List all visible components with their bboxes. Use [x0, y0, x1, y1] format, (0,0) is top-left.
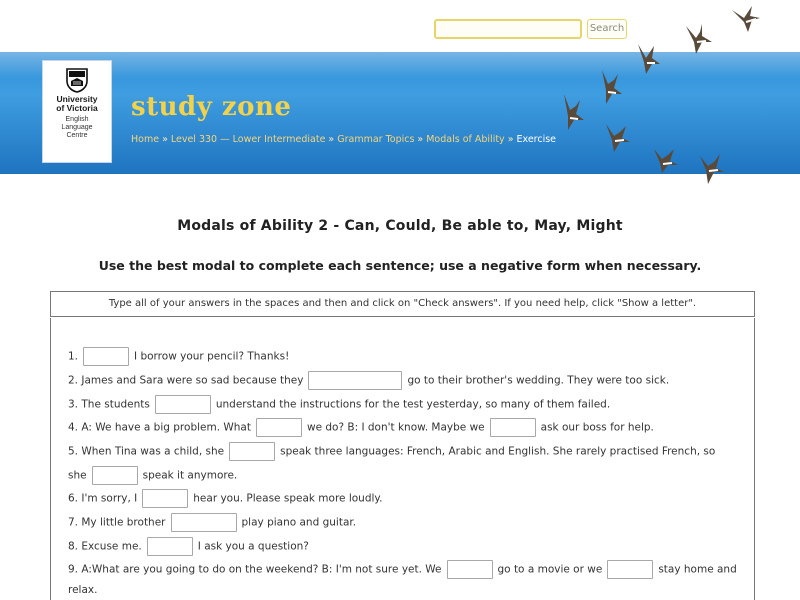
question-text: A:What are you going to do on the weekend? B: I'm not sure yet. We: [81, 563, 442, 576]
top-bar: [0, 0, 800, 52]
answer-input-6[interactable]: [142, 489, 188, 508]
help-info-text: Type all of your answers in the spaces and then and click on "Check answers". If you need help, click "Show a letter".: [108, 298, 697, 309]
search-input[interactable]: [434, 19, 582, 39]
site-brand[interactable]: study zone: [131, 92, 292, 122]
goose-icon: [634, 40, 664, 80]
goose-icon: [696, 150, 726, 190]
breadcrumb-grammar-topics[interactable]: Grammar Topics: [337, 134, 415, 145]
breadcrumb: [131, 134, 556, 145]
question-text: understand the instructions for the test yesterday, so many of them failed.: [215, 398, 611, 411]
question-text: go to their brother's wedding. They were too sick.: [407, 374, 670, 387]
answer-input-7[interactable]: [171, 513, 237, 532]
exercise-instruction: Use the best modal to complete each sentence; use a negative form when necessary.: [98, 258, 702, 273]
question-2: [68, 371, 669, 390]
question-text: I borrow your pencil? Thanks!: [134, 350, 290, 363]
breadcrumb-modals[interactable]: Modals of Ability: [426, 134, 505, 145]
question-number: 2.: [68, 374, 79, 387]
question-5-continued: [68, 466, 237, 485]
question-number: 7.: [68, 516, 79, 529]
question-6: [68, 489, 382, 508]
question-text: I ask you a question?: [197, 540, 309, 553]
question-text: Excuse me.: [81, 540, 142, 553]
answer-input-3[interactable]: [155, 395, 211, 414]
question-text: relax.: [68, 584, 98, 596]
breadcrumb-separator: »: [162, 134, 168, 145]
answer-input-8[interactable]: [147, 537, 193, 556]
answer-input-4b[interactable]: [490, 418, 536, 437]
answer-input-9b[interactable]: [607, 560, 653, 579]
answer-input-5b[interactable]: [92, 466, 138, 485]
question-number: 8.: [68, 540, 79, 553]
search-button[interactable]: Search: [587, 19, 627, 39]
question-text: play piano and guitar.: [241, 516, 357, 529]
breadcrumb-home[interactable]: Home: [131, 134, 160, 145]
goose-icon: [602, 120, 632, 158]
question-9: [68, 560, 737, 579]
question-9-continued: [68, 584, 97, 596]
answer-input-9a[interactable]: [447, 560, 493, 579]
question-8: [68, 537, 309, 556]
breadcrumb-current: Exercise: [516, 134, 557, 145]
header-banner: [0, 52, 800, 174]
question-text: When Tina was a child, she: [81, 445, 225, 458]
goose-icon: [558, 92, 588, 136]
breadcrumb-separator: »: [507, 134, 514, 145]
answer-input-4a[interactable]: [256, 418, 302, 437]
question-7: [68, 513, 356, 532]
goose-icon: [650, 145, 680, 179]
question-3: [68, 395, 610, 414]
question-number: 4.: [68, 421, 79, 434]
banner-shine: [0, 52, 800, 78]
question-number: 9.: [68, 563, 79, 576]
breadcrumb-separator: »: [417, 134, 424, 145]
help-info-box: [50, 291, 755, 317]
goose-icon: [596, 66, 626, 110]
page-title: Modals of Ability 2 - Can, Could, Be able to, May, Might: [177, 218, 623, 234]
crest-icon: [65, 67, 89, 93]
question-4: [68, 418, 654, 437]
question-text: go to a movie or we: [497, 563, 603, 576]
question-text: she: [68, 469, 87, 482]
question-number: 6.: [68, 492, 79, 505]
goose-icon: [728, 2, 764, 42]
question-text: A: We have a big problem. What: [81, 421, 251, 434]
logo-centre-text: English Language Centre: [61, 116, 93, 139]
question-text: The students: [81, 398, 150, 411]
breadcrumb-separator: »: [328, 134, 335, 145]
goose-icon: [682, 20, 716, 62]
question-text: My little brother: [81, 516, 166, 529]
question-text: we do? B: I don't know. Maybe we: [306, 421, 485, 434]
question-text: I'm sorry, I: [81, 492, 138, 505]
logo-university-text: University of Victoria: [56, 94, 98, 113]
question-number: 1.: [68, 350, 79, 363]
question-1: [68, 347, 289, 366]
question-text: speak three languages: French, Arabic and English. She rarely practised French, so: [280, 445, 716, 458]
breadcrumb-level[interactable]: Level 330 — Lower Intermediate: [170, 134, 326, 145]
question-number: 5.: [68, 445, 79, 458]
answer-input-2[interactable]: [308, 371, 402, 390]
question-number: 3.: [68, 398, 79, 411]
question-text: ask our boss for help.: [540, 421, 654, 434]
question-5: [68, 442, 715, 461]
university-logo[interactable]: [42, 60, 112, 163]
answer-input-1[interactable]: [83, 347, 129, 366]
question-text: hear you. Please speak more loudly.: [193, 492, 383, 505]
question-text: James and Sara were so sad because they: [81, 374, 304, 387]
question-text: stay home and: [658, 563, 737, 576]
answer-input-5a[interactable]: [229, 442, 275, 461]
question-text: speak it anymore.: [142, 469, 238, 482]
